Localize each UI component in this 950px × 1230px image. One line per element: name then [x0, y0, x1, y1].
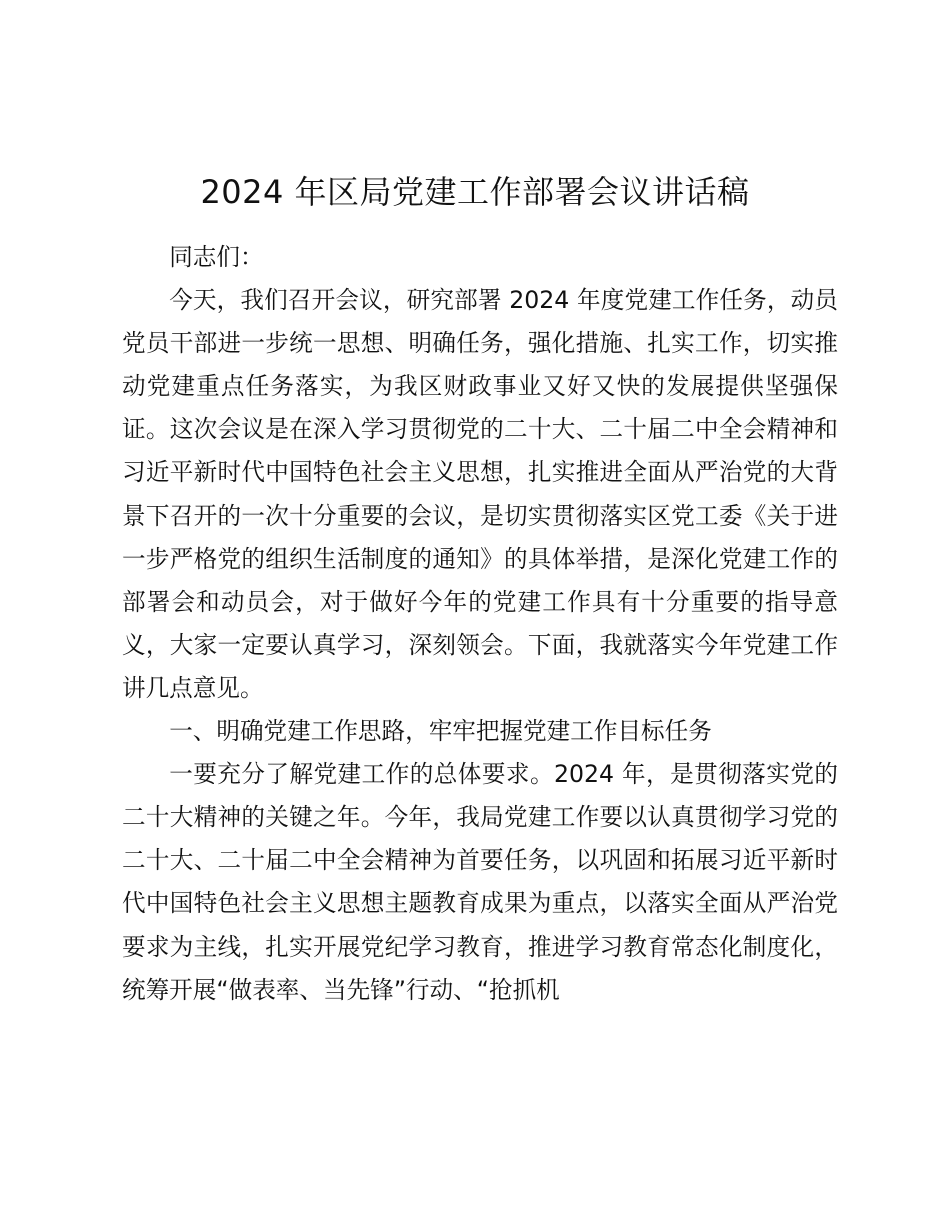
- section-heading: 一、明确党建工作思路，牢牢把握党建工作目标任务: [169, 717, 712, 746]
- salutation-paragraph: 同志们：: [169, 243, 264, 271]
- document-body: [122, 236, 838, 1012]
- body-paragraph: 一要充分了解党建工作的总体要求。2024 年，是贯彻落实党的二十大精神的关键之年。今年，我局党建工作要以认真贯彻学习党的二十大、二十届二中全会精神为首要任务，以巩固和拓展习近平新时代中国特色社会主义思想主题教育成果为重点，以落实全面从严治党要求为主线，扎实开展党纪学习教育，推进学习教育常态化制度化，统筹开展“做表率、当先锋”行动、“抢抓机: [122, 760, 838, 1004]
- document-title: 2024 年区局党建工作部署会议讲话稿: [200, 173, 750, 211]
- intro-paragraph: 今天，我们召开会议，研究部署 2024 年度党建工作任务，动员党员干部进一步统一思想、明确任务，强化措施、扎实工作，切实推动党建重点任务落实，为我区财政事业又好又快的发展提供坚强保证。这次会议是在深入学习贯彻党的二十大、二十届二中全会精神和习近平新时代中国特色社会主义思想，扎实推进全面从严治党的大背景下召开的一次十分重要的会议，是切实贯彻落实区党工委《关于进一步严格党的组织生活制度的通知》的具体举措，是深化党建工作的部署会和动员会，对于做好今年的党建工作具有十分重要的指导意义，大家一定要认真学习，深刻领会。下面，我就落实今年党建工作讲几点意见。: [122, 286, 838, 702]
